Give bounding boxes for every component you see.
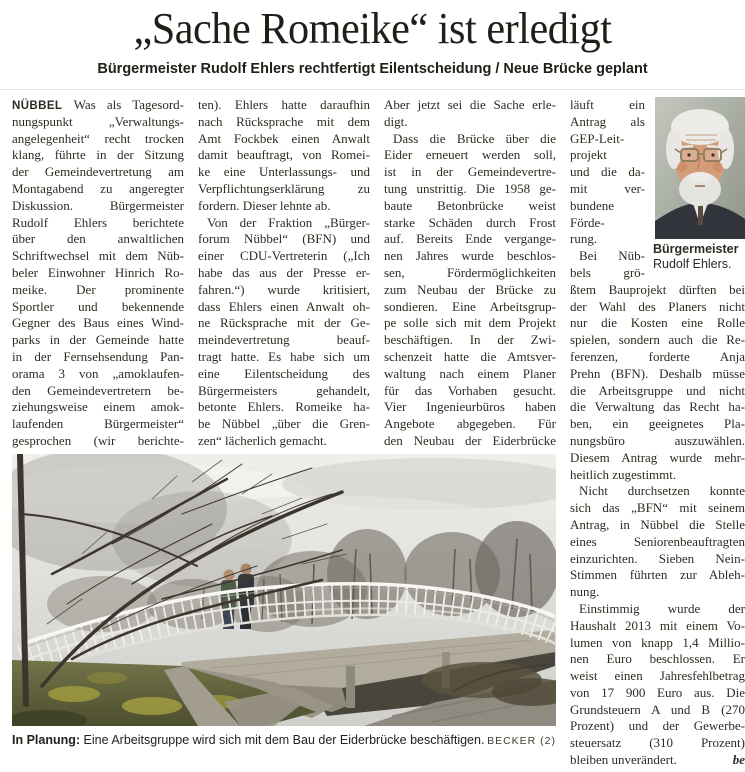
text-line: nach Rücksprache mit dem: [198, 113, 370, 129]
text-line: nungsbüro auszuwählen.: [570, 432, 745, 448]
text-line: waltung nach einem Planer: [384, 365, 556, 381]
article-subtitle: Bürgermeister Rudolf Ehlers rechtfertigt Eilentscheidung / Neue Brücke geplant: [97, 61, 648, 77]
caption-lead: In Planung:: [12, 732, 81, 747]
text-line: parks in der Gemeinde hatte: [12, 332, 184, 348]
text-line: Nicht durchsetzen konnte: [579, 483, 745, 499]
text-line: heitlich zugestimmt.: [570, 466, 677, 482]
text-line: Von der Fraktion „Bürger-: [207, 214, 370, 230]
text-column-3: [384, 97, 556, 450]
text-line: [570, 752, 745, 769]
article-header: [0, 0, 745, 77]
bridge-photo-image: [12, 454, 556, 726]
text-line: beler Einwohner Hinrich Ro-: [12, 264, 184, 280]
text-line: die Arbeitsgruppe und nicht: [570, 382, 745, 398]
text-line: Dass die Brücke über die: [393, 130, 556, 146]
text-line: Aber jetzt sei die Sache erle-: [384, 97, 556, 112]
text-line: Vier Ingenieurbüros haben: [384, 399, 556, 415]
portrait-caption: [653, 242, 745, 272]
text-line: GEP-Leit-: [570, 130, 625, 146]
text-line: gesprochen (wir berichte-: [12, 432, 184, 448]
text-line: steuersatz (310 Prozent): [570, 735, 745, 751]
line-text: bleiben unverändert.: [570, 752, 677, 768]
text-line: ten). Ehlers hatte daraufhin: [198, 97, 370, 112]
text-line: eines Seniorenbeauftragten: [570, 533, 745, 549]
text-line: Grundsteuern A und B (270: [570, 701, 745, 717]
column-row: [12, 97, 556, 450]
text-line: und die da-: [570, 164, 645, 180]
text-line: bundene: [570, 197, 615, 213]
text-line: angelegenheit“ recht trocken: [12, 130, 184, 146]
text-line: nen Jahres wurde beschlos-: [384, 248, 556, 264]
portrait-caption-title: Bürgermeister: [653, 242, 739, 256]
header-divider: [0, 89, 745, 90]
text-line: schenzeit hatte die Amtsver-: [384, 348, 556, 364]
text-line: einer CDU-Vertreterin („Ich: [198, 248, 370, 264]
text-line: sondieren. Eine Arbeitsgrup-: [384, 298, 556, 314]
text-line: Diesem Antrag wurde mehr-: [570, 449, 745, 465]
bridge-photo-caption: [12, 733, 556, 747]
text-line: mit ver-: [570, 180, 645, 196]
text-line: forum Nübbel“ (BFN) und: [198, 231, 370, 247]
article-body-left: [12, 97, 556, 747]
text-line: Prehn (BFN). Deshalb müsse: [570, 365, 745, 381]
text-line: Antrag als: [570, 113, 645, 129]
text-line: fordern. Dieser lehnte ab.: [198, 197, 331, 213]
text-line: NÜBBEL Was als Tagesord-: [12, 97, 184, 112]
portrait-photo-image: [655, 97, 745, 239]
text-line: rung.: [570, 231, 598, 247]
text-line: be Nübbel „über die Gren-: [198, 416, 370, 432]
text-line: meike. Der prominente: [12, 281, 184, 297]
text-line: Verpflichtungserklärung zu: [198, 180, 370, 196]
text-line: ßtem Bauprojekt dürften bei: [570, 281, 745, 297]
text-line: beschäftigen. In der Zwi-: [384, 332, 556, 348]
text-line: starke Schäden durch Frost: [384, 214, 556, 230]
text-line: ziehungsweise einem amok-: [12, 399, 184, 415]
text-line: sich das „BFN“ mit seinem: [570, 500, 745, 516]
text-line: damit beauftragt, von Romei-: [198, 147, 370, 163]
text-line: Haushalt 2013 mit einem Vo-: [570, 617, 745, 633]
caption-body: Eine Arbeitsgruppe wird sich mit dem Bau der Eiderbrücke beschäftigen.: [80, 732, 485, 747]
text-line: zen“ lächerlich gemacht.: [198, 432, 327, 448]
text-line: Schriftwechsel mit dem Nüb-: [12, 248, 184, 264]
text-line: pe solle sich mit dem Projekt: [384, 315, 556, 331]
text-line: Stimmen führten zur Ableh-: [570, 567, 745, 583]
text-line: von 17 900 Euro aus. Die: [570, 684, 745, 700]
text-line: spielen, sondern auch die Re-: [570, 332, 745, 348]
text-line: zum Neubau der Brücke zu: [384, 281, 556, 297]
text-line: dass Ehlers einen Anwalt oh-: [198, 298, 370, 314]
photo-credit: BECKER (2): [487, 734, 556, 747]
text-line: Antrag, in Nübbel die Stelle: [570, 516, 745, 532]
text-line: Montagabend zu angeregter: [12, 180, 184, 196]
text-line: projekt: [570, 147, 607, 163]
text-line: Gegner des Baus eines Wind-: [12, 315, 184, 331]
text-line: der Wahl des Planers nicht: [570, 298, 745, 314]
text-line: Bürgermeisters gehandelt,: [198, 382, 370, 398]
text-line: Einstimmig wurde der: [579, 600, 745, 616]
caption-text: [12, 733, 484, 747]
text-line: nungspunkt „Verwaltungs-: [12, 113, 184, 129]
text-column-1: [12, 97, 184, 450]
portrait-caption-name: Rudolf Ehlers.: [653, 257, 732, 271]
text-line: ke eine Unterlassungs- und: [198, 164, 370, 180]
dateline-lead: NÜBBEL: [12, 100, 74, 112]
text-line: Eider erneuert werden soll,: [384, 147, 556, 163]
text-line: habe das aus der Presse er-: [198, 264, 370, 280]
text-line: Rudolf Ehlers berichtete: [12, 214, 184, 230]
bridge-photo: [12, 454, 556, 747]
text-line: Prozent) und der Gewerbe-: [570, 718, 745, 734]
text-line: den Gemeindevertretern be-: [12, 382, 184, 398]
text-line: die Verwaltung das Recht ha-: [570, 399, 745, 415]
text-line: Amt Fockbek einen Anwalt: [198, 130, 370, 146]
text-line: meindevertretung beauf-: [198, 332, 370, 348]
text-line: auf. Bereits Ende vergange-: [384, 231, 556, 247]
text-line: Diskussion. Bürgermeister: [12, 197, 184, 213]
text-line: Sportler und bekennende: [12, 298, 184, 314]
text-line: tragt hatte. Es habe sich um: [198, 348, 370, 364]
text-line: weist einen Jahresfehlbetrag: [570, 668, 745, 684]
text-line: orama 3 von „amoklaufen-: [12, 365, 184, 381]
text-line: Bei Nüb-: [579, 248, 645, 264]
text-line: für das Vorhaben gesucht.: [384, 382, 556, 398]
text-line: tung unstrittig. Die 1958 ge-: [384, 180, 556, 196]
text-line: fahren.“) wurde kritisiert,: [198, 281, 370, 297]
text-line: über den anwaltlichen: [12, 231, 184, 247]
text-line: bels grö-: [570, 264, 645, 280]
text-line: sen, Fördermöglichkeiten: [384, 264, 556, 280]
text-line: ferenzen, forderte Anja: [570, 348, 745, 364]
text-line: klang, führte in der Sitzung: [12, 147, 184, 163]
text-column-2: [198, 97, 370, 450]
text-line: Angebote abgegeben. Für: [384, 416, 556, 432]
text-line: laufenden Bürgermeister“: [12, 416, 184, 432]
text-line: nur die Kosten eine Rolle: [570, 315, 745, 331]
text-line: läuft ein: [570, 97, 645, 112]
text-line: einzurichten. Sieben Nein-: [570, 550, 745, 566]
text-line: den Neubau der Eiderbrücke: [384, 432, 556, 448]
text-line: digt.: [384, 113, 408, 129]
text-line: lumen von knapp 1,4 Millio-: [570, 634, 745, 650]
text-line: in der Fernsehsendung Pan-: [12, 348, 184, 364]
portrait-photo: [653, 97, 745, 272]
text-line: Förde-: [570, 214, 605, 230]
author-initials: be: [732, 752, 745, 768]
text-line: betonte Ehlers. Romeike ha-: [198, 399, 370, 415]
text-line: nung.: [570, 584, 600, 600]
article-title: „Sache Romeike“ ist erledigt: [133, 4, 612, 53]
text-line: nen Euro beschlossen. Er: [570, 651, 745, 667]
text-line: ist in der Gemeindevertre-: [384, 164, 556, 180]
text-line: baute Betonbrücke weist: [384, 197, 556, 213]
text-line: ne Rücksprache mit der Ge-: [198, 315, 370, 331]
text-column-4: [570, 97, 745, 769]
text-line: ben, ein geeignetes Pla-: [570, 416, 745, 432]
text-line: der Gemeindevertretung am: [12, 164, 184, 180]
text-line: eine Eilentscheidung des: [198, 365, 370, 381]
